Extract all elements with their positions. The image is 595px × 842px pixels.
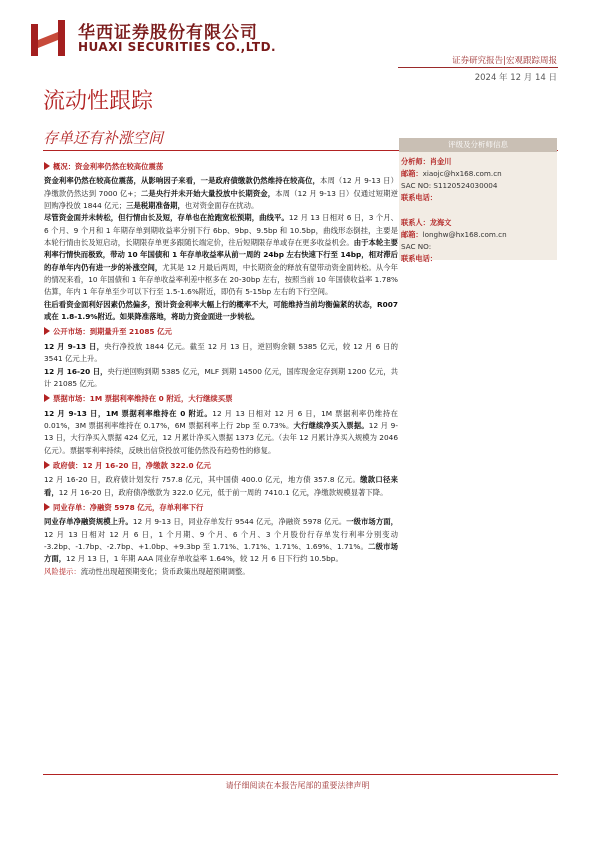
contact-email[interactable]: 邮箱：longhw@hx168.com.cn bbox=[401, 230, 507, 239]
analyst-1-email[interactable]: 邮箱：xiaojc@hx168.com.cn bbox=[401, 169, 502, 178]
paragraph: 同业存单净融资规模上升。12 月 9-13 日，同业存单发行 9544 亿元，净融资 5978 亿元。一级市场方面，12 月 13 日相对 12 月 6 日，1 个月期、9 个月、6 个月、3 个月股份行存单发行利率分别变动 -3.2bp、-1.7bp、-2.7bp、+1.0bp、+9.3bp 至 1.71%、1.71%、1.71%、1.69%、1.71%。二级市场方面，12 月 13 日，1 年期 AAA 同业存单收益率 1.64%，较 12 月 6 日下行约 10.5bp。 bbox=[44, 517, 398, 564]
analyst-1: 分析师：肖金川 bbox=[401, 157, 452, 166]
footer-divider bbox=[43, 774, 558, 775]
triangle-bullet-icon bbox=[44, 327, 50, 335]
contact-phone: 联系电话： bbox=[401, 254, 437, 263]
triangle-bullet-icon bbox=[44, 461, 50, 469]
huaxi-logo-icon bbox=[31, 20, 65, 56]
section-overview-title: 概况：资金利率仍然在较高位震荡 bbox=[44, 161, 398, 173]
main-content bbox=[44, 158, 398, 578]
paragraph: 往后看资金面利好因素仍然偏多，预计资金利率大幅上行的概率不大，可能维持当前均衡偏紧的状态，R007 或在 1.8-1.9%附近。如果降准落地，将助力资金面进一步转松。 bbox=[44, 299, 398, 322]
section-government-bond-title: 政府债：12 月 16-20 日，净缴款 322.0 亿元 bbox=[44, 460, 398, 472]
paragraph: 12 月 16-20 日，政府债计划发行 757.8 亿元，其中国债 400.0 亿元，地方债 357.8 亿元。缴款口径来看，12 月 16-20 日，政府债净缴款为 322.0 亿元，低于前一周的 7410.1 亿元，净缴款规模显著下降。 bbox=[44, 475, 398, 497]
header-divider bbox=[398, 67, 558, 68]
risk-warning: 风险提示：流动性出现超预期变化；货币政策出现超预期调整。 bbox=[44, 566, 250, 576]
analyst-1-phone: 联系电话： bbox=[401, 193, 437, 202]
report-type: 证券研究报告|宏观跟踪周报 bbox=[452, 56, 557, 66]
contact-person: 联系人：龙海文 bbox=[401, 218, 452, 227]
triangle-bullet-icon bbox=[44, 503, 50, 511]
triangle-bullet-icon bbox=[44, 162, 50, 170]
company-name-en: HUAXI SECURITIES CO.,LTD. bbox=[78, 40, 277, 54]
section-bill-market-title: 票据市场：1M 票据利率维持在 0 附近，大行继续买票 bbox=[44, 393, 398, 405]
paragraph: 尽管资金面并未转松，但行情由长及短，存单也在抢跑宽松预期，曲线平。12 月 13 日相对 6 日，3 个月、6 个月、9 个月和 1 年期存单到期收益率分别下行 6bp、9bp、9.5bp 和 10.5bp，曲线形态倒挂，主要是本轮行情由长及短启动，长期限存单更多跟随长端定价，往后短期限存单或存在更多收益机会。由于本轮主要利率行情快而极致，带动 10 年国债和 1 年存单收益率从前一周的 24bp 左右快速下行至 14bp，相对滞后的存单年内仍有进一步的补涨空间，尤其是 12 月最后两周，中长期资金的释放有望带动资金面转松。从今年的情况来看，10 年国债和 1 年存单收益率利差中枢多在 20-30bp 左右，按照当前 10 年国债收益率 1.78%估算，年内 1 年存单至少可以下行至 1.5-1.6%附近，即仍有 5-15bp 左右的下行空间。 bbox=[44, 213, 398, 297]
contact-sac: SAC NO: bbox=[401, 242, 432, 251]
report-title: 流动性跟踪 bbox=[43, 89, 154, 114]
analyst-panel-heading: 评级及分析师信息 bbox=[399, 138, 557, 152]
section-ncd-title: 同业存单：净融资 5978 亿元，存单利率下行 bbox=[44, 502, 398, 514]
report-subtitle: 存单还有补涨空间 bbox=[43, 129, 164, 147]
company-name-cn: 华西证券股份有限公司 bbox=[78, 23, 258, 43]
paragraph: 资金利率仍然在较高位震荡，从影响因子来看，一是政府债缴款仍然维持在较高位，本周（12 月 9-13 日）净缴款仍然达到 7000 亿+；二是央行并未开始大量投放中长期资金，本周（12 月 9-13 日）仅通过短期逆回购净投放 1844 亿元；三是税期准备期，也对资金面存在扰动。 bbox=[44, 176, 398, 211]
paragraph: 12 月 16-20 日，央行逆回购到期 5385 亿元，MLF 到期 14500 亿元，国库现金定存到期 1200 亿元，共计 21085 亿元。 bbox=[44, 366, 398, 388]
triangle-bullet-icon bbox=[44, 394, 50, 402]
paragraph: 12 月 9-13 日，央行净投放 1844 亿元。截至 12 月 13 日，逆回购余额 5385 亿元，较 12 月 6 日的 3541 亿元上升。 bbox=[44, 341, 398, 364]
paragraph: 12 月 9-13 日，1M 票据利率维持在 0 附近。12 月 13 日相对 12 月 6 日，1M 票据利率仍维持在 0.01%，3M 票据利率维持在 0.17%，6M 票据利率上行 2bp 至 0.73%。大行继续净买入票据。12 月 9-13 日，大行净买入票据 424 亿元，12 月累计净买入票据 1373 亿元。（去年 12 月累计净买入规模为 2046 亿元）。票据零利率持续，反映出信贷投放可能仍然没有趋势性的修复。 bbox=[44, 408, 398, 455]
legal-notice: 请仔细阅读在本报告尾部的重要法律声明 bbox=[225, 781, 370, 790]
report-date: 2024 年 12 月 14 日 bbox=[474, 73, 557, 83]
analyst-1-sac: SAC NO: S1120524030004 bbox=[401, 181, 498, 190]
section-open-market-title: 公开市场：到期量升至 21085 亿元 bbox=[44, 326, 398, 338]
